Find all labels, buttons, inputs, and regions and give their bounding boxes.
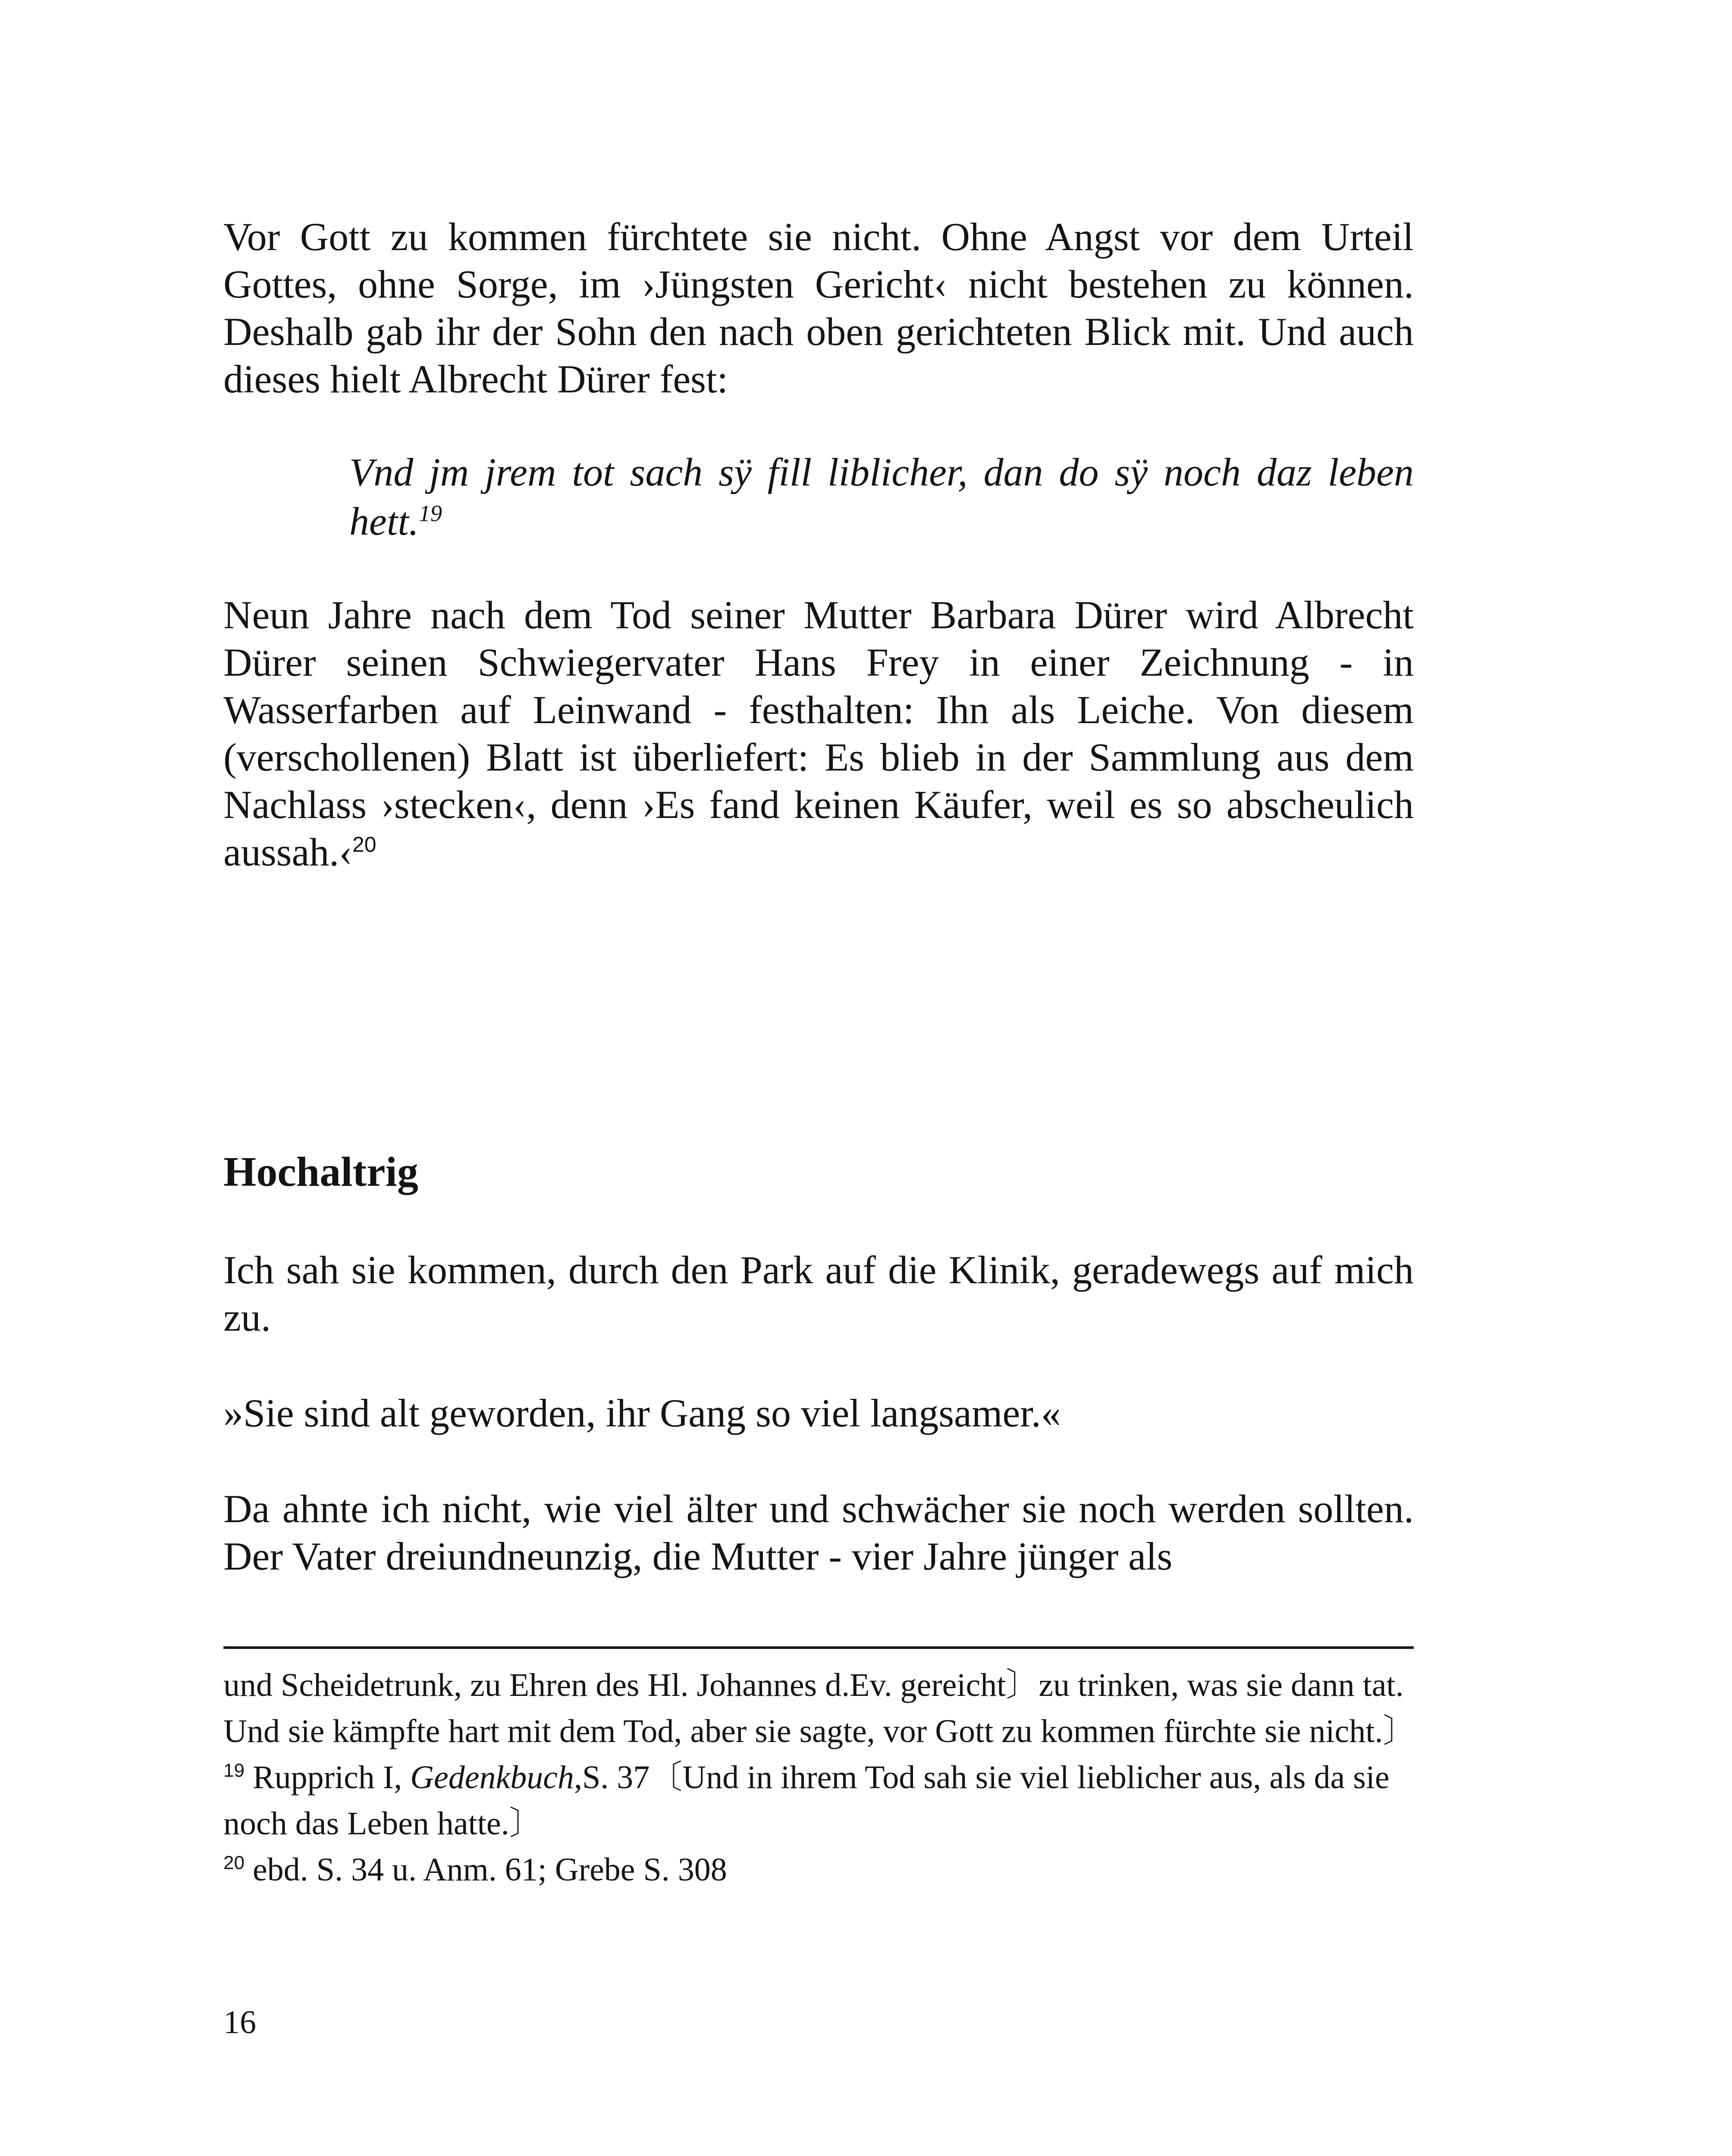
footnote-19 bbox=[223, 1755, 1414, 1847]
footnote-rule bbox=[223, 1646, 1414, 1649]
footnote-19-mark: 19 bbox=[223, 1760, 245, 1781]
block-quote-text: Vnd jm jrem tot sach sÿ fill liblicher, dan do sÿ noch daz leben hett. bbox=[349, 450, 1414, 543]
paragraph-2 bbox=[223, 591, 1414, 876]
page-number: 16 bbox=[223, 2004, 256, 2040]
paragraph-4 bbox=[223, 1389, 1414, 1437]
footnote-19-pre: Rupprich I, bbox=[244, 1759, 411, 1796]
paragraph-1-text: Vor Gott zu kommen fürchtete sie nicht. Ohne Angst vor dem Urteil Gottes, ohne Sorge, im ›Jüngsten Gericht‹ nicht bestehen zu können. Deshalb gab ihr der Sohn den nach oben gerichteten Blick mit. Und auch dieses hielt Albrecht Dürer fest: bbox=[223, 215, 1414, 401]
paragraph-2-text: Neun Jahre nach dem Tod seiner Mutter Barbara Dürer wird Albrecht Dürer seinen Schwiegervater Hans Frey in einer Zeichnung - in Wasserfarben auf Leinwand - festhalten: Ihn als Leiche. Von diesem (verschollenen) Blatt ist überliefert: Es blieb in der Sammlung aus dem Nachlass ›stecken‹, denn ›Es fand keinen Käufer, weil es so abscheulich aussah.‹ bbox=[223, 593, 1414, 874]
paragraph-5-text: Da ahnte ich nicht, wie viel älter und schwächer sie noch werden sollten. Der Vater dreiundneunzig, die Mutter - vier Jahre jünger als bbox=[223, 1487, 1414, 1578]
footnote-19-post: ,S. 37〔Und in ihrem Tod sah sie viel lieblicher aus, als da sie noch das Leben hatte.〕 bbox=[223, 1759, 1390, 1842]
footnote-continuation: und Scheidetrunk, zu Ehren des Hl. Johannes d.Ev. gereicht〕zu trinken, was sie dann tat. Und sie kämpfte hart mit dem Tod, aber sie sagte, vor Gott zu kommen fürchte sie nicht.〕 bbox=[223, 1667, 1416, 1749]
block-quote bbox=[349, 448, 1414, 546]
paragraph-5 bbox=[223, 1485, 1414, 1580]
footnote-ref-20: 20 bbox=[352, 832, 377, 857]
footnotes bbox=[223, 1662, 1414, 1893]
paragraph-1 bbox=[223, 213, 1414, 403]
paragraph-3-text: Ich sah sie kommen, durch den Park auf die Klinik, geradewegs auf mich zu. bbox=[223, 1248, 1414, 1339]
paragraph-4-text: »Sie sind alt geworden, ihr Gang so viel langsamer.« bbox=[223, 1391, 1061, 1435]
section-heading: Hochaltrig bbox=[223, 1149, 418, 1195]
footnote-20 bbox=[223, 1847, 1414, 1893]
paragraph-3 bbox=[223, 1246, 1414, 1341]
footnote-20-text: ebd. S. 34 u. Anm. 61; Grebe S. 308 bbox=[244, 1852, 727, 1888]
footnote-ref-19: 19 bbox=[418, 500, 442, 526]
footnote-19-title: Gedenkbuch bbox=[410, 1759, 574, 1796]
footnote-20-mark: 20 bbox=[223, 1852, 245, 1874]
